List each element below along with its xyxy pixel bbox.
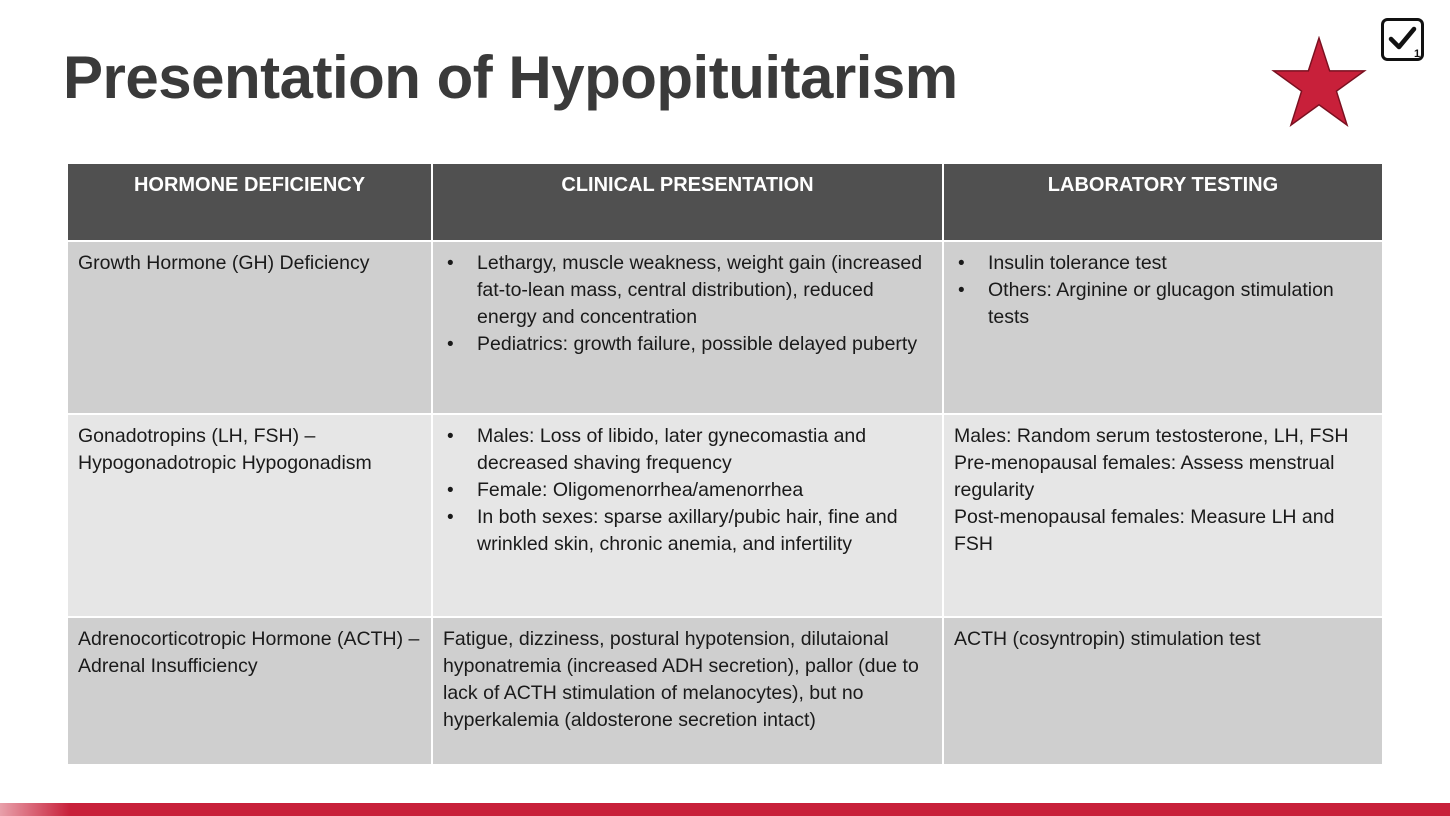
- list-item: • In both sexes: sparse axillary/pubic hair, fine and wrinkled skin, chronic anemia, and infertility: [477, 504, 932, 558]
- table-row-gh: [67, 241, 1383, 414]
- list-item: • Males: Loss of libido, later gynecomastia and decreased shaving frequency: [477, 423, 932, 477]
- lab-list: [954, 250, 1372, 331]
- lab-line: Pre-menopausal females: Assess menstrual regularity: [954, 452, 1335, 501]
- lab-line: Post-menopausal females: Measure LH and FSH: [954, 506, 1335, 555]
- clinical-list: [443, 423, 932, 558]
- list-item: • Female: Oligomenorrhea/amenorrhea: [477, 477, 932, 504]
- header-hormone-deficiency: HORMONE DEFICIENCY: [67, 163, 432, 241]
- lab-cell: [943, 414, 1383, 617]
- bottom-accent-bar: [0, 803, 1450, 816]
- header-laboratory-testing: LABORATORY TESTING: [943, 163, 1383, 241]
- list-item: • Pediatrics: growth failure, possible delayed puberty: [477, 331, 932, 358]
- list-item: • Others: Arginine or glucagon stimulation tests: [988, 277, 1372, 331]
- checkbox-checked-icon[interactable]: [1381, 18, 1424, 61]
- lab-line: Males: Random serum testosterone, LH, FSH: [954, 425, 1349, 447]
- hormone-cell: Adrenocorticotropic Hormone (ACTH) – Adrenal Insufficiency: [67, 617, 432, 765]
- check-badge-number: 1: [1414, 48, 1421, 60]
- lab-cell: [943, 241, 1383, 414]
- table-row-gonadotropins: [67, 414, 1383, 617]
- list-item: • Lethargy, muscle weakness, weight gain (increased fat-to-lean mass, central distribution), reduced energy and concentration: [477, 250, 932, 331]
- hormone-cell: Gonadotropins (LH, FSH) – Hypogonadotropic Hypogonadism: [67, 414, 432, 617]
- table-row-acth: [67, 617, 1383, 765]
- hormone-cell: Growth Hormone (GH) Deficiency: [67, 241, 432, 414]
- header-clinical-presentation: CLINICAL PRESENTATION: [432, 163, 943, 241]
- clinical-cell: [432, 241, 943, 414]
- lab-cell: ACTH (cosyntropin) stimulation test: [943, 617, 1383, 765]
- list-item: • Insulin tolerance test: [988, 250, 1372, 277]
- clinical-cell: Fatigue, dizziness, postural hypotension, dilutaional hyponatremia (increased ADH secretion), pallor (due to lack of ACTH stimulation of melanocytes), but no hyperkalemia (aldosterone secretion intact): [432, 617, 943, 765]
- clinical-list: [443, 250, 932, 358]
- table-header-row: [67, 163, 1383, 241]
- hypopituitarism-table: [66, 162, 1384, 766]
- slide-title: Presentation of Hypopituitarism: [63, 44, 958, 111]
- star-icon: [1270, 36, 1368, 128]
- clinical-cell: [432, 414, 943, 617]
